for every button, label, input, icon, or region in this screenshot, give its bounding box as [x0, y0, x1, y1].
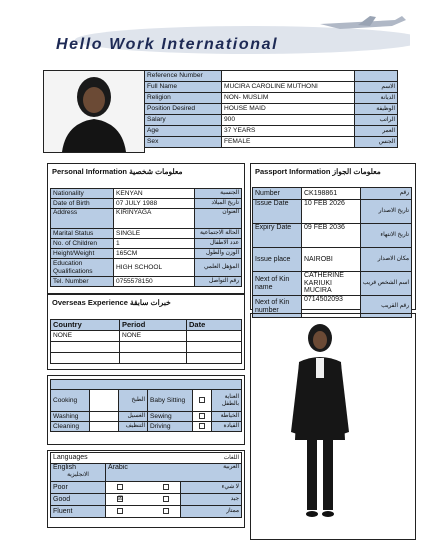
sex-value: FEMALE [222, 137, 355, 148]
poor-label: Poor [51, 482, 106, 494]
tel-ar: رقم التواصل [195, 277, 242, 287]
exp-period [120, 353, 187, 364]
expiry-date-label: Expiry Date [253, 224, 302, 248]
age-ar: العمر [355, 126, 398, 137]
cooking-ar: الطبخ [119, 390, 148, 412]
dob-ar: تاريخ الميلاد [195, 199, 242, 209]
driving-checkbox[interactable] [199, 423, 205, 429]
salary-value: 900 [222, 115, 355, 126]
height-label: Height/Weight [51, 249, 114, 259]
tel-label: Tel. Number [51, 277, 114, 287]
experience-title: Overseas Experience خبرات سابقة [52, 298, 171, 307]
children-label: No. of Children [51, 239, 114, 249]
driving-label: Driving [148, 422, 193, 432]
children-value: 1 [114, 239, 195, 249]
english-label: English [53, 464, 76, 471]
issue-date-ar: تاريخ الاصدار [360, 200, 411, 224]
ref-value [222, 71, 355, 82]
position-label: Position Desired [145, 104, 222, 115]
passport-title: Passport Information معلومات الجواز [255, 167, 381, 176]
date-header: Date [187, 320, 242, 331]
nationality-label: Nationality [51, 189, 114, 199]
english-header [51, 464, 106, 482]
height-ar: الوزن والطول [195, 249, 242, 259]
fluent-ar: ممتاز [180, 506, 242, 518]
poor-ar: لا شيء [180, 482, 242, 494]
good-ar: جيد [180, 494, 242, 506]
baby-sitting-label: Baby Sitting [148, 390, 193, 412]
driving-ar: القيادة [212, 422, 242, 432]
marital-ar: الحالة الاجتماعية [195, 229, 242, 239]
marital-value: SINGLE [114, 229, 195, 239]
exp-date [187, 342, 242, 353]
issue-place-label: Issue place [253, 248, 302, 272]
exp-country: NONE [51, 331, 120, 342]
kin-number-value: 0714502093 [302, 296, 361, 318]
exp-period [120, 342, 187, 353]
kin-number-label: Next of Kin number [253, 296, 302, 318]
sewing-ar: الخياطة [212, 412, 242, 422]
baby-sitting-checkbox[interactable] [199, 397, 205, 403]
arabic-label: Arabic [106, 464, 181, 482]
languages-title-ar: اللغات [180, 453, 242, 464]
children-ar: عدد الاطفال [195, 239, 242, 249]
good-label: Good [51, 494, 106, 506]
position-value: HOUSE MAID [222, 104, 355, 115]
name-value: MUCIRA CAROLINE MUTHONI [222, 82, 355, 93]
good-arabic-checkbox[interactable] [163, 496, 169, 502]
languages-table [50, 452, 242, 518]
logo-text: Hello Work International [56, 36, 279, 53]
religion-value: NON- MUSLIM [222, 93, 355, 104]
nationality-value: KENYAN [114, 189, 195, 199]
position-ar: الوظيفة [355, 104, 398, 115]
education-value: HIGH SCHOOL [114, 259, 195, 277]
salary-ar: الراتب [355, 115, 398, 126]
exp-period: NONE [120, 331, 187, 342]
sex-ar: الجنس [355, 137, 398, 148]
issue-date-value: 10 FEB 2026 [302, 200, 361, 224]
sex-label: Sex [145, 137, 222, 148]
personal-table [50, 188, 242, 287]
kin-name-ar: اسم الشخص قريب [360, 272, 411, 296]
sewing-checkbox[interactable] [199, 413, 205, 419]
passport-table [252, 187, 412, 318]
exp-country [51, 353, 120, 364]
passport-number-label: Number [253, 188, 302, 200]
issue-place-ar: مكان الاصدار [360, 248, 411, 272]
cleaning-label: Cleaning [51, 422, 90, 432]
washing-label: Washing [51, 412, 90, 422]
marital-label: Marital Status [51, 229, 114, 239]
poor-arabic-checkbox[interactable] [163, 484, 169, 490]
fluent-english-checkbox[interactable] [117, 508, 123, 514]
age-value: 37 YEARS [222, 126, 355, 137]
english-ar: الانجليزية [67, 471, 89, 478]
education-label: Education Qualifications [51, 259, 114, 277]
cleaning-ar: التنظيف [119, 422, 148, 432]
profile-table [144, 70, 398, 148]
ref-label: Reference Number [145, 71, 222, 82]
skills-table [50, 379, 242, 432]
kin-name-label: Next of Kin name [253, 272, 302, 296]
issue-place-value: NAIROBI [302, 248, 361, 272]
address-label: Address [51, 209, 114, 229]
height-value: 165CM [114, 249, 195, 259]
religion-ar: الديانة [355, 93, 398, 104]
exp-date [187, 353, 242, 364]
dob-label: Date of Birth [51, 199, 114, 209]
country-header: Country [51, 320, 120, 331]
period-header: Period [120, 320, 187, 331]
address-ar: العنوان [195, 209, 242, 229]
arabic-ar: العربية [180, 464, 242, 482]
issue-date-label: Issue Date [253, 200, 302, 224]
good-english-checkbox[interactable]: ☒ [117, 496, 124, 503]
age-label: Age [145, 126, 222, 137]
fluent-label: Fluent [51, 506, 106, 518]
expiry-date-value: 09 FEB 2036 [302, 224, 361, 248]
education-ar: المؤهل العلمي [195, 259, 242, 277]
salary-label: Salary [145, 115, 222, 126]
sewing-label: Sewing [148, 412, 193, 422]
logo [40, 6, 410, 62]
washing-ar: الغسيل [119, 412, 148, 422]
full-body-photo [285, 322, 355, 530]
fluent-english-cell [106, 506, 181, 518]
kin-number-ar: رقم القريب [360, 296, 411, 318]
poor-english-checkbox[interactable] [117, 484, 123, 490]
baby-sitting-ar: العناية بالطفل [212, 390, 242, 412]
exp-country [51, 342, 120, 353]
cooking-label: Cooking [51, 390, 90, 412]
name-label: Full Name [145, 82, 222, 93]
tel-value: 0755578150 [114, 277, 195, 287]
languages-title: Languages [51, 453, 181, 464]
name-ar: الاسم [355, 82, 398, 93]
profile-photo [43, 70, 145, 153]
religion-label: Religion [145, 93, 222, 104]
poor-english-cell [106, 482, 181, 494]
exp-date [187, 331, 242, 342]
passport-number-value: CK198861 [302, 188, 361, 200]
personal-title: Personal Information معلومات شخصية [52, 167, 183, 176]
dob-value: 07 JULY 1988 [114, 199, 195, 209]
nationality-ar: الجنسية [195, 189, 242, 199]
address-value: KIRINYAGA [114, 209, 195, 229]
expiry-date-ar: تاريخ الانتهاء [360, 224, 411, 248]
passport-number-ar: رقم [360, 188, 411, 200]
fluent-arabic-checkbox[interactable] [163, 508, 169, 514]
kin-name-value: CATHERINE KARIUKI MUCIRA [302, 272, 361, 296]
good-english-cell [106, 494, 181, 506]
experience-table [50, 319, 242, 364]
